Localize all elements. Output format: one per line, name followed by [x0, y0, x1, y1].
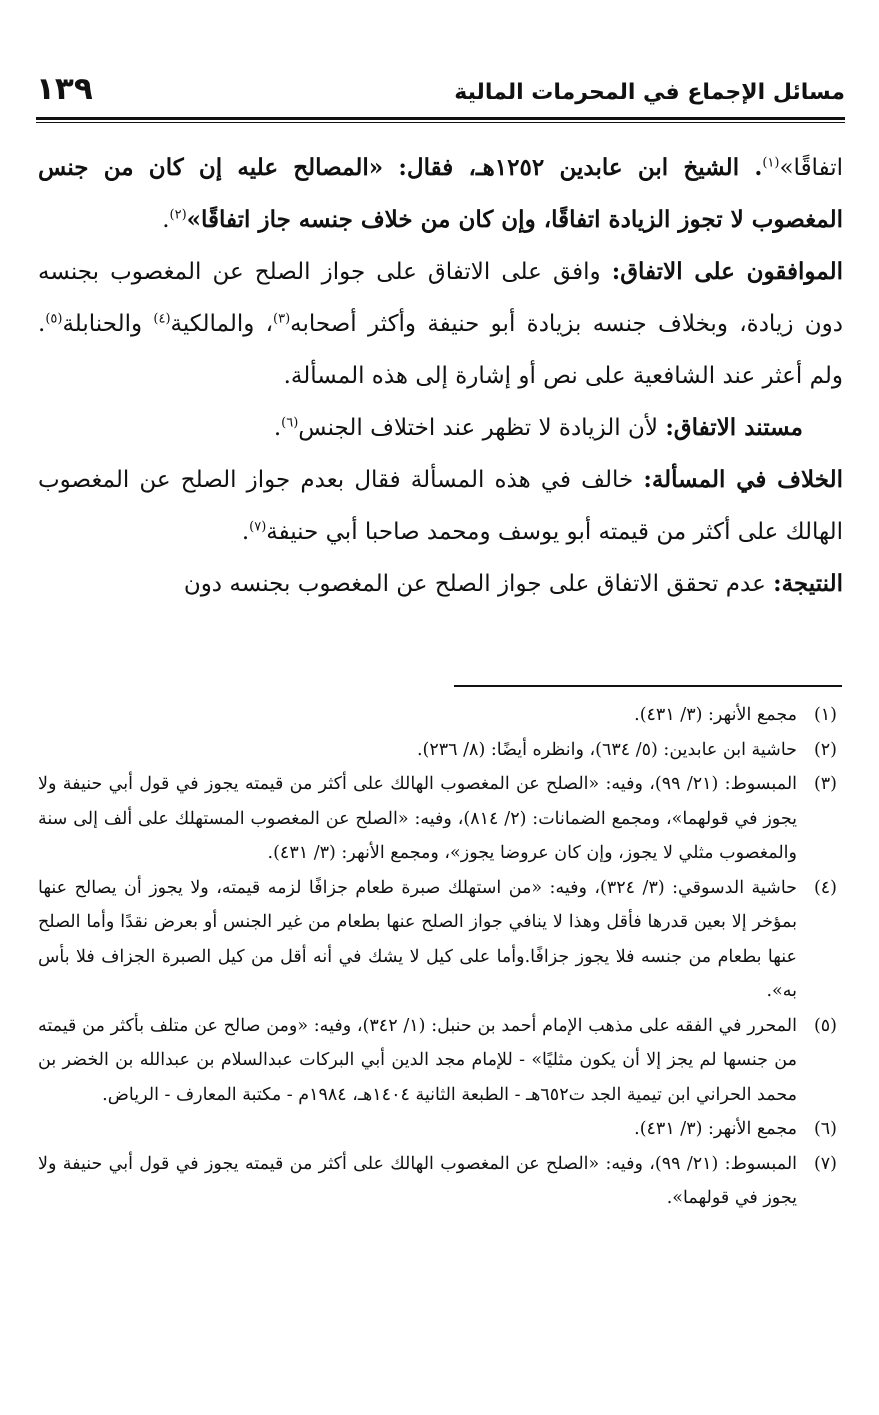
header-rule: [36, 117, 845, 120]
footnote-item: [38, 1009, 837, 1113]
footnote-item: [38, 1112, 837, 1147]
footnote-number: (٢): [813, 739, 837, 760]
footnote-item: [38, 698, 837, 733]
text-fragment: . الشيخ ابن عابدين ١٢٥٢هـ، فقال: «المصالح عليه إن كان من جنس المغصوب لا تجوز الزيادة اتفاقًا، وإن كان من خلاف جنسه جاز اتفاقًا»: [38, 154, 843, 233]
footnote-item: [38, 871, 837, 1009]
footnote-number: (٦): [813, 1119, 837, 1139]
text-fragment: عدم تحقق الاتفاق على جواز الصلح عن المغصوب بجنسه دون: [183, 571, 774, 597]
main-text: [38, 142, 843, 610]
footnote-separator: [454, 685, 842, 687]
section-label: الخلاف في المسألة:: [643, 466, 843, 493]
footnotes: [38, 698, 837, 1216]
footnote-ref: (٦): [281, 415, 299, 431]
text-fragment: والحنابلة: [62, 311, 154, 337]
footnote-text: المحرر في الفقه على مذهب الإمام أحمد بن حنبل: (١/ ٣٤٢)، وفيه: «ومن صالح عن متلف بأكثر من قيمته من جنسها لم يجز إلا أن يكون مثليًا» - للإمام مجد الدين أبي البركات عبدالسلام بن عبدالله بن الخضر بن محمد الحراني ابن تيمية الجد ت٦٥٢هـ - الطبعة الثانية ١٤٠٤هـ، ١٩٨٤م - مكتبة المعارف - الرياض.: [38, 1015, 797, 1105]
paragraph-basis: [38, 402, 843, 454]
footnote-text: مجمع الأنهر: (٣/ ٤٣١).: [634, 705, 797, 725]
footnote-item: [38, 733, 837, 768]
footnote-item: [38, 1147, 837, 1216]
footnote-text: حاشية الدسوقي: (٣/ ٣٢٤)، وفيه: «من استهلك صبرة طعام جزافًا لزمه قيمته، ولا يجوز أن يصالح عنها بمؤخر إلا بعين قدرها فأقل وهذا لا ينافي جواز الصلح عنها بطعام من غير الجنس أو بعرض نقدًا وأما الصلح عنها بطعام من جنسه فلا يجوز جزافًا.وأما على كيل لا يشك في أنه أقل من كيل الصبرة الجزاف فلا بأس به».: [38, 877, 797, 1001]
header-rule-thin: [36, 122, 845, 123]
footnote-number: (٣): [813, 774, 837, 794]
footnote-text: حاشية ابن عابدين: (٥/ ٦٣٤)، وانظره أيضًا: (٨/ ٢٣٦).: [416, 739, 797, 760]
footnote-ref: (٥): [45, 311, 63, 327]
footnote-number: (٥): [813, 1015, 837, 1036]
section-label: النتيجة:: [773, 570, 843, 597]
footnote-ref: (٢): [169, 207, 187, 223]
paragraph-agreeing-scholars: [38, 246, 843, 402]
footnote-text: مجمع الأنهر: (٣/ ٤٣١).: [634, 1119, 797, 1139]
footnote-number: (٧): [813, 1153, 837, 1174]
page-header: [36, 70, 845, 116]
text-fragment: اتفاقًا»: [779, 155, 843, 181]
footnote-number: (١): [813, 705, 837, 725]
text-fragment: .: [273, 415, 282, 441]
text-fragment: لأن الزيادة لا تظهر عند اختلاف الجنس: [298, 415, 666, 441]
page-number: ١٣٩: [36, 71, 93, 107]
text-fragment: وافق على الاتفاق على جواز الصلح عن المغصوب بجنسه دون زيادة، وبخلاف جنسه بزيادة أبو حنيفة وأكثر أصحابه: [38, 259, 843, 337]
footnote-text: المبسوط: (٢١/ ٩٩)، وفيه: «الصلح عن المغصوب الهالك على أكثر من قيمته يجوز في قول أبي حنيفة ولا يجوز في قولهما».: [38, 1153, 798, 1208]
running-title: مسائل الإجماع في المحرمات المالية: [454, 80, 845, 105]
footnote-ref: (٤): [153, 311, 171, 327]
footnote-number: (٤): [813, 877, 837, 898]
footnote-ref: (٧): [249, 519, 267, 535]
paragraph-result: [38, 558, 843, 610]
paragraph-ibn-abidin: [38, 142, 843, 246]
footnote-item: [38, 767, 837, 871]
footnote-ref: (٣): [273, 311, 291, 327]
section-label: مستند الاتفاق:: [665, 414, 803, 441]
footnote-text: المبسوط: (٢١/ ٩٩)، وفيه: «الصلح عن المغصوب الهالك على أكثر من قيمته يجوز في قول أبي حنيفة ولا يجوز في قولهما»، ومجمع الضمانات: (٢/ ٨١٤)، وفيه: «الصلح عن المغصوب المستهلك على ألف إلى سنة والمغصوب مثلي لا يجوز، وإن كان عروضا يجوز»، ومجمع الأنهر: (٣/ ٤٣١).: [38, 774, 798, 863]
text-fragment: .: [162, 207, 170, 233]
text-fragment: ، والمالكية: [170, 311, 274, 337]
text-fragment: خالف في هذه المسألة فقال بعدم جواز الصلح عن المغصوب الهالك على أكثر من قيمته أبو يوسف ومحمد صاحبا أبي حنيفة: [38, 467, 843, 545]
text-fragment: . ولم أعثر عند الشافعية على نص أو إشارة إلى هذه المسألة.: [38, 311, 843, 389]
text-fragment: .: [241, 519, 250, 545]
paragraph-disagreement: [38, 454, 843, 558]
section-label: الموافقون على الاتفاق:: [611, 258, 844, 285]
footnote-ref: (١): [762, 155, 780, 171]
